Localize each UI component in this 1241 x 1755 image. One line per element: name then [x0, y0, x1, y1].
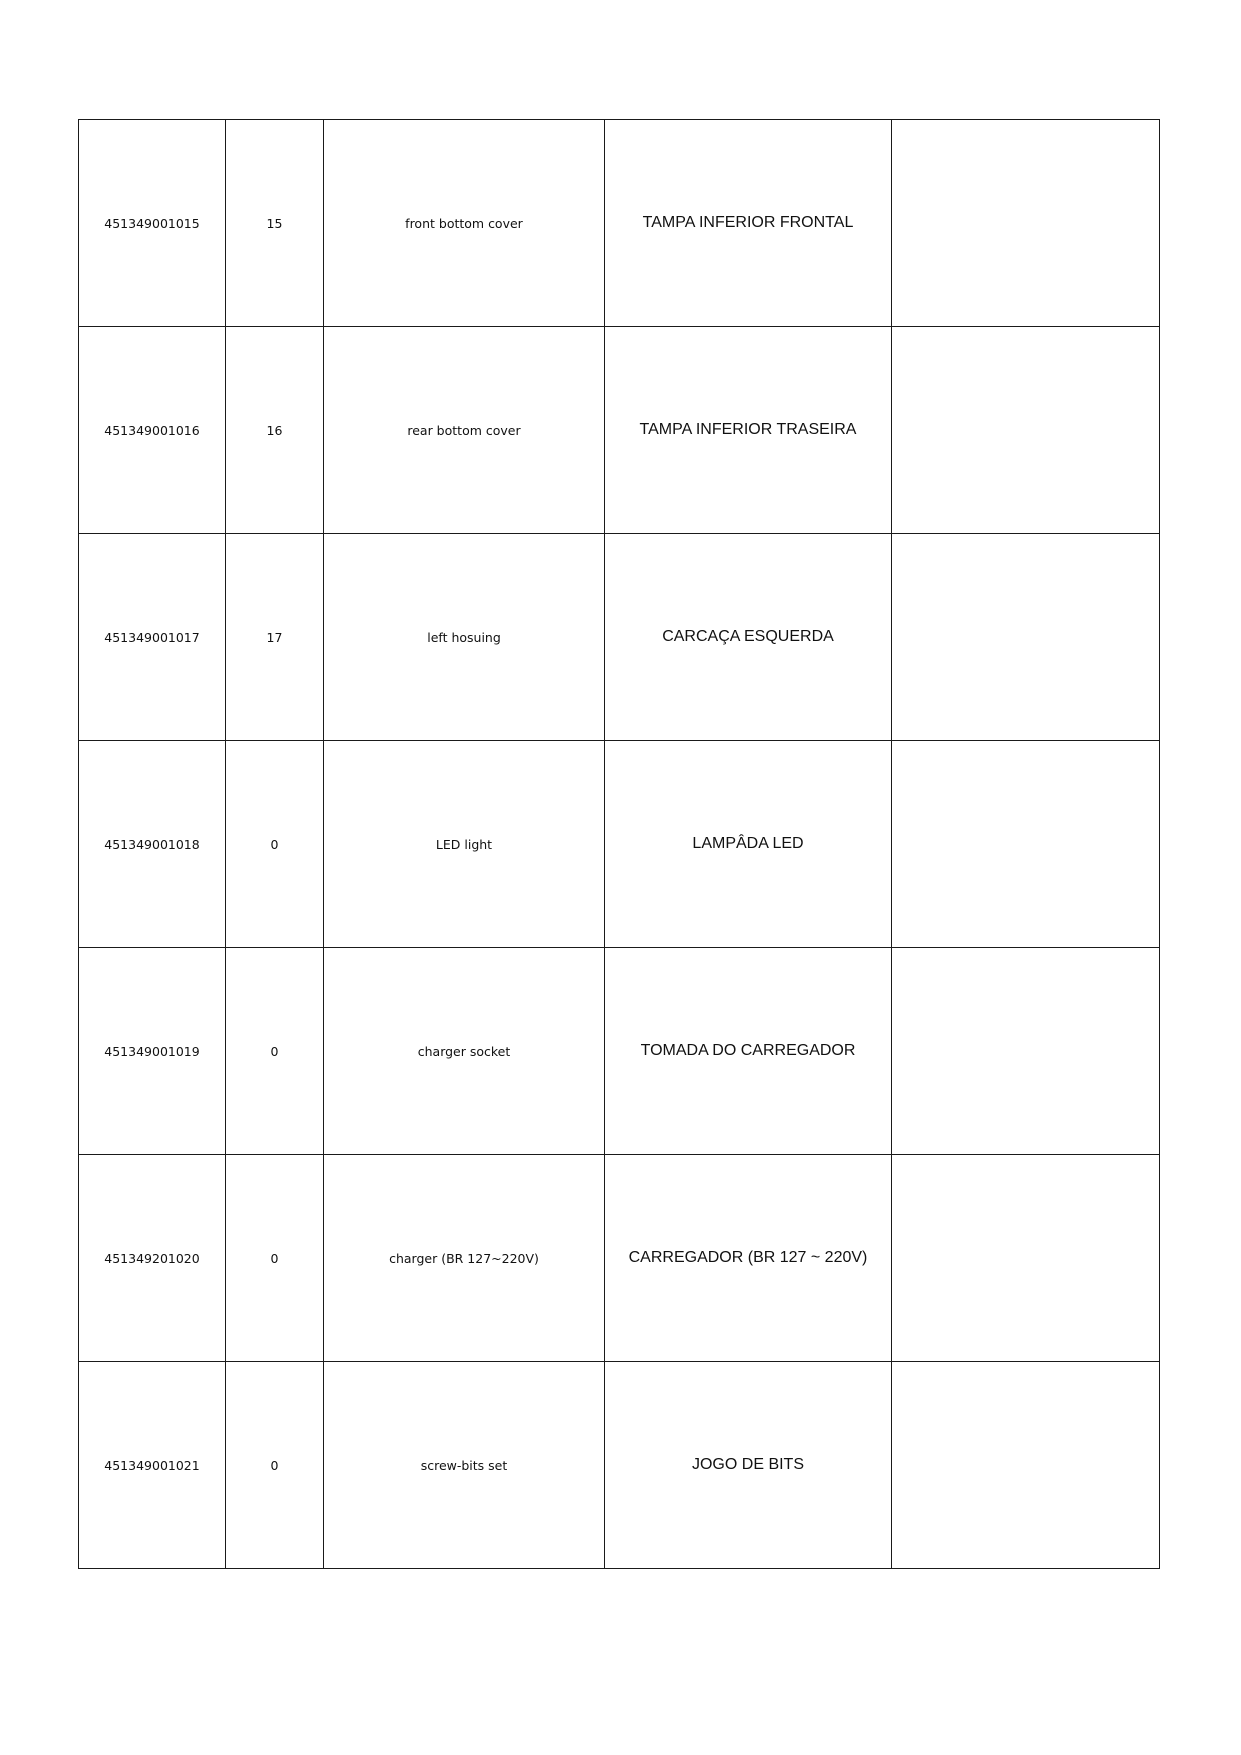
part-code-cell: 451349001016: [79, 327, 226, 534]
notes-cell: [892, 534, 1160, 741]
ref-number-cell: 15: [226, 120, 324, 327]
part-code-cell: 451349201020: [79, 1155, 226, 1362]
english-description-cell: screw-bits set: [324, 1362, 605, 1569]
ref-number-cell: 0: [226, 948, 324, 1155]
english-description-cell: LED light: [324, 741, 605, 948]
notes-cell: [892, 1362, 1160, 1569]
notes-cell: [892, 120, 1160, 327]
english-description-cell: charger socket: [324, 948, 605, 1155]
portuguese-description-cell: JOGO DE BITS: [605, 1362, 892, 1569]
ref-number-cell: 17: [226, 534, 324, 741]
part-code-cell: 451349001015: [79, 120, 226, 327]
english-description-cell: front bottom cover: [324, 120, 605, 327]
parts-table: [78, 119, 1160, 1569]
notes-cell: [892, 1155, 1160, 1362]
notes-cell: [892, 327, 1160, 534]
part-code-cell: 451349001018: [79, 741, 226, 948]
table-row: [79, 120, 1160, 327]
table-row: [79, 327, 1160, 534]
english-description-cell: left hosuing: [324, 534, 605, 741]
part-code-cell: 451349001021: [79, 1362, 226, 1569]
ref-number-cell: 0: [226, 1362, 324, 1569]
english-description-cell: charger (BR 127~220V): [324, 1155, 605, 1362]
portuguese-description-cell: TAMPA INFERIOR FRONTAL: [605, 120, 892, 327]
table-row: [79, 1155, 1160, 1362]
table-row: [79, 948, 1160, 1155]
notes-cell: [892, 741, 1160, 948]
notes-cell: [892, 948, 1160, 1155]
ref-number-cell: 0: [226, 1155, 324, 1362]
table-row: [79, 1362, 1160, 1569]
part-code-cell: 451349001017: [79, 534, 226, 741]
ref-number-cell: 16: [226, 327, 324, 534]
portuguese-description-cell: LAMPÂDA LED: [605, 741, 892, 948]
part-code-cell: 451349001019: [79, 948, 226, 1155]
portuguese-description-cell: TAMPA INFERIOR TRASEIRA: [605, 327, 892, 534]
portuguese-description-cell: TOMADA DO CARREGADOR: [605, 948, 892, 1155]
english-description-cell: rear bottom cover: [324, 327, 605, 534]
table-row: [79, 741, 1160, 948]
portuguese-description-cell: CARCAÇA ESQUERDA: [605, 534, 892, 741]
table-row: [79, 534, 1160, 741]
portuguese-description-cell: CARREGADOR (BR 127 ~ 220V): [605, 1155, 892, 1362]
ref-number-cell: 0: [226, 741, 324, 948]
